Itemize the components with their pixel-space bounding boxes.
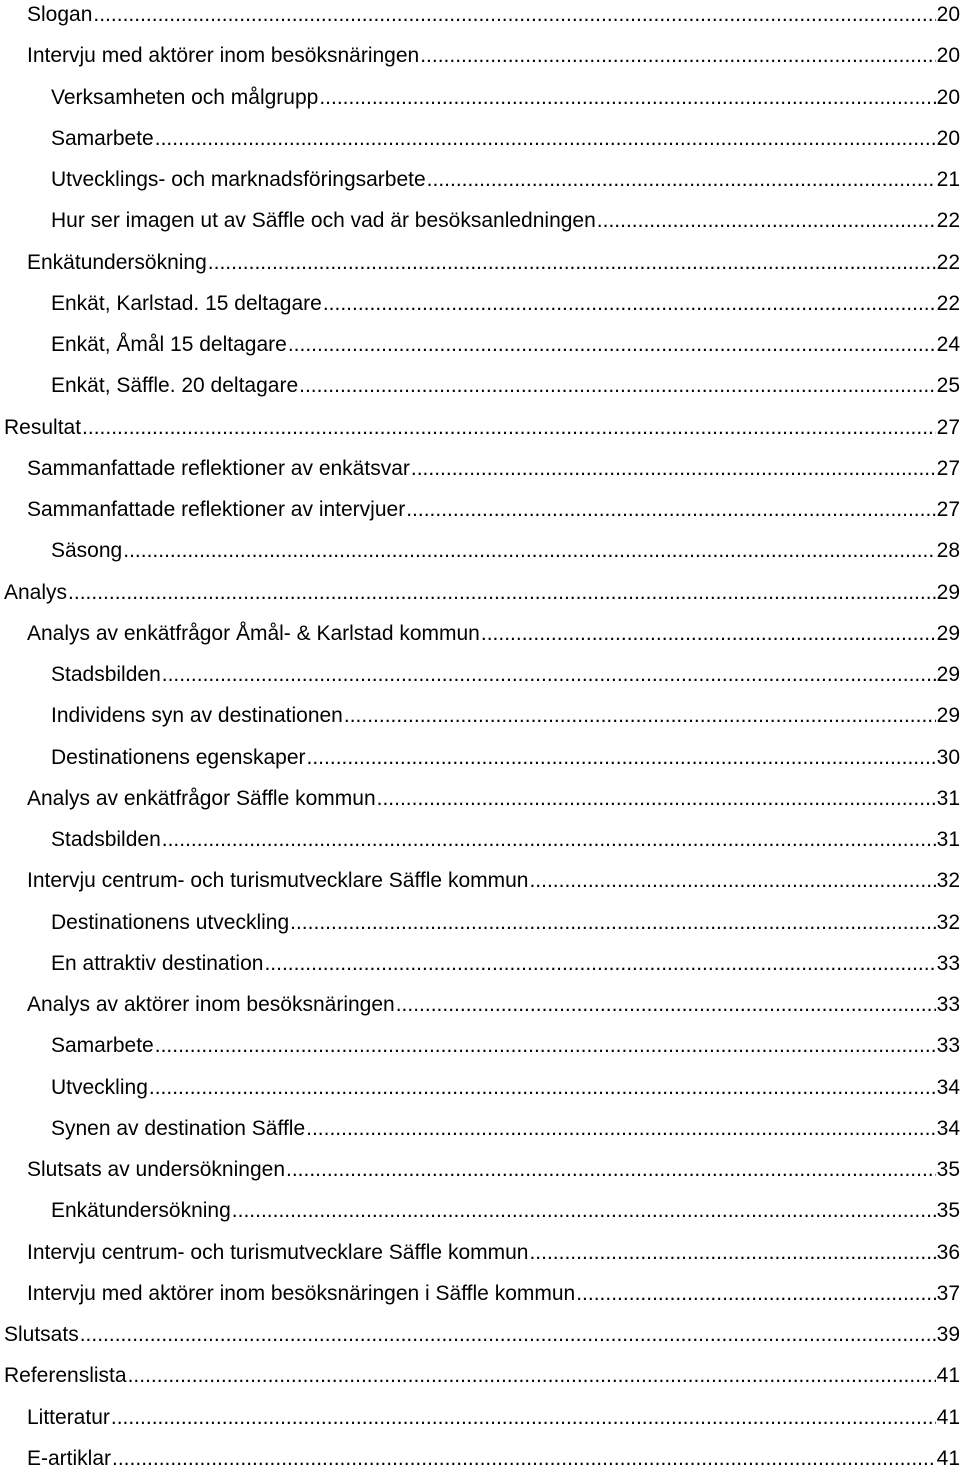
toc-entry-page-number: 27 xyxy=(936,456,960,480)
toc-dot-leader xyxy=(307,743,936,773)
toc-entry-page-number: 35 xyxy=(936,1199,960,1223)
toc-entry[interactable] xyxy=(51,1031,960,1061)
toc-entry[interactable] xyxy=(51,206,960,236)
toc-entry-title: Enkätundersökning xyxy=(51,1199,231,1223)
toc-entry-page-number: 34 xyxy=(936,1116,960,1140)
toc-entry-title: Sammanfattade reflektioner av intervjuer xyxy=(27,498,406,521)
toc-entry-title: Samarbete xyxy=(51,126,154,150)
toc-entry-title: Referenslista xyxy=(4,1364,127,1388)
toc-dot-leader xyxy=(299,371,936,401)
toc-entry-page-number: 20 xyxy=(936,44,960,68)
toc-dot-leader xyxy=(128,1361,936,1391)
toc-dot-leader xyxy=(597,206,936,236)
toc-entry[interactable] xyxy=(27,990,960,1020)
toc-entry-title: Samarbete xyxy=(51,1034,154,1058)
toc-entry[interactable] xyxy=(51,124,960,154)
toc-entry-page-number: 21 xyxy=(936,168,960,191)
toc-entry-page-number: 32 xyxy=(936,869,960,893)
toc-entry-title: Enkät, Karlstad. 15 deltagare xyxy=(51,291,322,315)
toc-entry[interactable] xyxy=(51,165,960,195)
toc-entry-page-number: 29 xyxy=(936,663,960,686)
toc-entry[interactable] xyxy=(27,1279,960,1309)
toc-entry[interactable] xyxy=(27,1444,960,1474)
toc-entry[interactable] xyxy=(4,578,960,608)
toc-dot-leader xyxy=(162,660,936,690)
toc-entry-title: Synen av destination Säffle xyxy=(51,1116,306,1140)
toc-dot-leader xyxy=(406,495,935,525)
toc-entry-page-number: 30 xyxy=(936,745,960,769)
toc-dot-leader xyxy=(377,784,936,814)
toc-entry[interactable] xyxy=(4,413,960,443)
toc-entry[interactable] xyxy=(27,866,960,896)
toc-dot-leader xyxy=(68,578,936,608)
toc-dot-leader xyxy=(123,536,935,566)
toc-entry-page-number: 33 xyxy=(936,993,960,1016)
toc-entry-page-number: 29 xyxy=(936,621,960,645)
toc-dot-leader xyxy=(323,289,936,319)
toc-dot-leader xyxy=(481,619,936,649)
toc-entry-page-number: 37 xyxy=(936,1281,960,1305)
toc-entry[interactable] xyxy=(27,495,960,525)
toc-entry[interactable] xyxy=(27,454,960,484)
toc-entry-title: Utvecklings- och marknadsföringsarbete xyxy=(51,168,426,191)
toc-entry[interactable] xyxy=(27,1238,960,1268)
toc-entry-title: Intervju med aktörer inom besöksnäringen xyxy=(27,44,420,68)
toc-entry-page-number: 29 xyxy=(936,704,960,728)
toc-dot-leader xyxy=(80,1320,936,1350)
toc-entry-title: Intervju med aktörer inom besöksnäringen i Säffle kommun xyxy=(27,1281,576,1305)
toc-entry[interactable] xyxy=(27,1155,960,1185)
toc-entry[interactable] xyxy=(51,1196,960,1226)
toc-entry[interactable] xyxy=(27,784,960,814)
toc-entry-title: Enkätundersökning xyxy=(27,250,207,274)
toc-dot-leader xyxy=(576,1279,935,1309)
toc-entry-title: Hur ser imagen ut av Säffle och vad är besöksanledningen xyxy=(51,209,596,233)
toc-entry-page-number: 20 xyxy=(936,3,960,26)
toc-entry[interactable] xyxy=(51,743,960,773)
toc-dot-leader xyxy=(82,413,936,443)
toc-entry-title: Slogan xyxy=(27,3,93,26)
toc-dot-leader xyxy=(290,908,936,938)
toc-dot-leader xyxy=(208,248,936,278)
toc-entry[interactable] xyxy=(27,0,960,30)
toc-entry-title: Slutsats av undersökningen xyxy=(27,1158,285,1181)
toc-entry-page-number: 41 xyxy=(936,1446,960,1470)
toc-entry-page-number: 41 xyxy=(936,1405,960,1429)
toc-entry-title: Analys av enkätfrågor Åmål- & Karlstad kommun xyxy=(27,621,480,645)
toc-entry-page-number: 29 xyxy=(936,580,960,604)
toc-entry-title: Stadsbilden xyxy=(51,663,161,686)
toc-entry[interactable] xyxy=(51,289,960,319)
toc-entry[interactable] xyxy=(27,41,960,71)
toc-dot-leader xyxy=(288,330,936,360)
toc-entry-page-number: 31 xyxy=(936,828,960,851)
toc-dot-leader xyxy=(286,1155,936,1185)
toc-dot-leader xyxy=(162,825,936,855)
toc-entry-page-number: 25 xyxy=(936,374,960,398)
toc-entry[interactable] xyxy=(51,536,960,566)
toc-entry-page-number: 31 xyxy=(936,786,960,810)
toc-entry-title: Analys xyxy=(4,580,68,604)
toc-entry[interactable] xyxy=(51,83,960,113)
toc-entry-title: Enkät, Åmål 15 deltagare xyxy=(51,333,287,356)
toc-entry-page-number: 27 xyxy=(936,415,960,439)
toc-entry-title: Intervju centrum- och turismutvecklare Säffle kommun xyxy=(27,1240,529,1264)
toc-dot-leader xyxy=(112,1444,936,1474)
toc-entry-title: Sammanfattade reflektioner av enkätsvar xyxy=(27,456,410,480)
toc-dot-leader xyxy=(396,990,936,1020)
toc-entry-title: Analys av enkätfrågor Säffle kommun xyxy=(27,786,376,810)
toc-entry-title: Destinationens egenskaper xyxy=(51,745,306,769)
toc-entry-page-number: 41 xyxy=(936,1364,960,1388)
toc-dot-leader xyxy=(529,1238,935,1268)
toc-entry[interactable] xyxy=(51,825,960,855)
toc-entry-page-number: 33 xyxy=(936,1034,960,1058)
toc-entry-page-number: 22 xyxy=(936,250,960,274)
toc-entry-title: E-artiklar xyxy=(27,1446,112,1470)
toc-entry-page-number: 22 xyxy=(936,291,960,315)
toc-dot-leader xyxy=(411,454,936,484)
toc-dot-leader xyxy=(264,949,935,979)
toc-dot-leader xyxy=(427,165,936,195)
toc-entry-title: Stadsbilden xyxy=(51,828,161,851)
toc-dot-leader xyxy=(420,41,935,71)
toc-entry[interactable] xyxy=(4,1361,960,1391)
toc-entry-page-number: 33 xyxy=(936,951,960,975)
toc-entry-title: Analys av aktörer inom besöksnäringen xyxy=(27,993,395,1016)
toc-entry-title: Individens syn av destinationen xyxy=(51,704,343,728)
toc-entry[interactable] xyxy=(27,248,960,278)
toc-entry-page-number: 27 xyxy=(936,498,960,521)
toc-entry-page-number: 22 xyxy=(936,209,960,233)
toc-dot-leader xyxy=(306,1114,936,1144)
toc-entry-page-number: 39 xyxy=(936,1323,960,1346)
toc-entry-title: Slutsats xyxy=(4,1323,79,1346)
toc-dot-leader xyxy=(93,0,935,30)
toc-entry[interactable] xyxy=(51,701,960,731)
toc-entry-page-number: 36 xyxy=(936,1240,960,1264)
toc-dot-leader xyxy=(149,1073,936,1103)
toc-entry[interactable] xyxy=(51,371,960,401)
toc-entry[interactable] xyxy=(51,1114,960,1144)
toc-entry-title: Litteratur xyxy=(27,1405,110,1429)
toc-dot-leader xyxy=(344,701,936,731)
toc-dot-leader xyxy=(155,1031,936,1061)
toc-entry-title: Enkät, Säffle. 20 deltagare xyxy=(51,374,299,398)
toc-entry-title: Destinationens utveckling xyxy=(51,910,290,934)
toc-entry-title: Resultat xyxy=(4,415,82,439)
toc-entry[interactable] xyxy=(51,949,960,979)
toc-entry-title: Utveckling xyxy=(51,1075,148,1099)
toc-entry-title: Intervju centrum- och turismutvecklare Säffle kommun xyxy=(27,869,529,893)
toc-entry-title: Verksamheten och målgrupp xyxy=(51,85,319,109)
toc-entry[interactable] xyxy=(51,908,960,938)
toc-entry-page-number: 28 xyxy=(936,539,960,563)
toc-dot-leader xyxy=(111,1403,936,1433)
toc-entry-page-number: 24 xyxy=(936,333,960,356)
toc-dot-leader xyxy=(319,83,935,113)
toc-entry[interactable] xyxy=(51,1073,960,1103)
toc-entry-page-number: 35 xyxy=(936,1158,960,1181)
toc-entry[interactable] xyxy=(51,330,960,360)
toc-entry-page-number: 32 xyxy=(936,910,960,934)
toc-entry[interactable] xyxy=(4,1320,960,1350)
toc-dot-leader xyxy=(155,124,936,154)
toc-entry-title: Säsong xyxy=(51,539,123,563)
toc-entry-title: En attraktiv destination xyxy=(51,951,264,975)
toc-dot-leader xyxy=(529,866,935,896)
toc-entry[interactable] xyxy=(27,619,960,649)
toc-entry[interactable] xyxy=(51,660,960,690)
toc-entry[interactable] xyxy=(27,1403,960,1433)
toc-entry-page-number: 20 xyxy=(936,126,960,150)
toc-dot-leader xyxy=(232,1196,936,1226)
toc-entry-page-number: 20 xyxy=(936,85,960,109)
toc-entry-page-number: 34 xyxy=(936,1075,960,1099)
